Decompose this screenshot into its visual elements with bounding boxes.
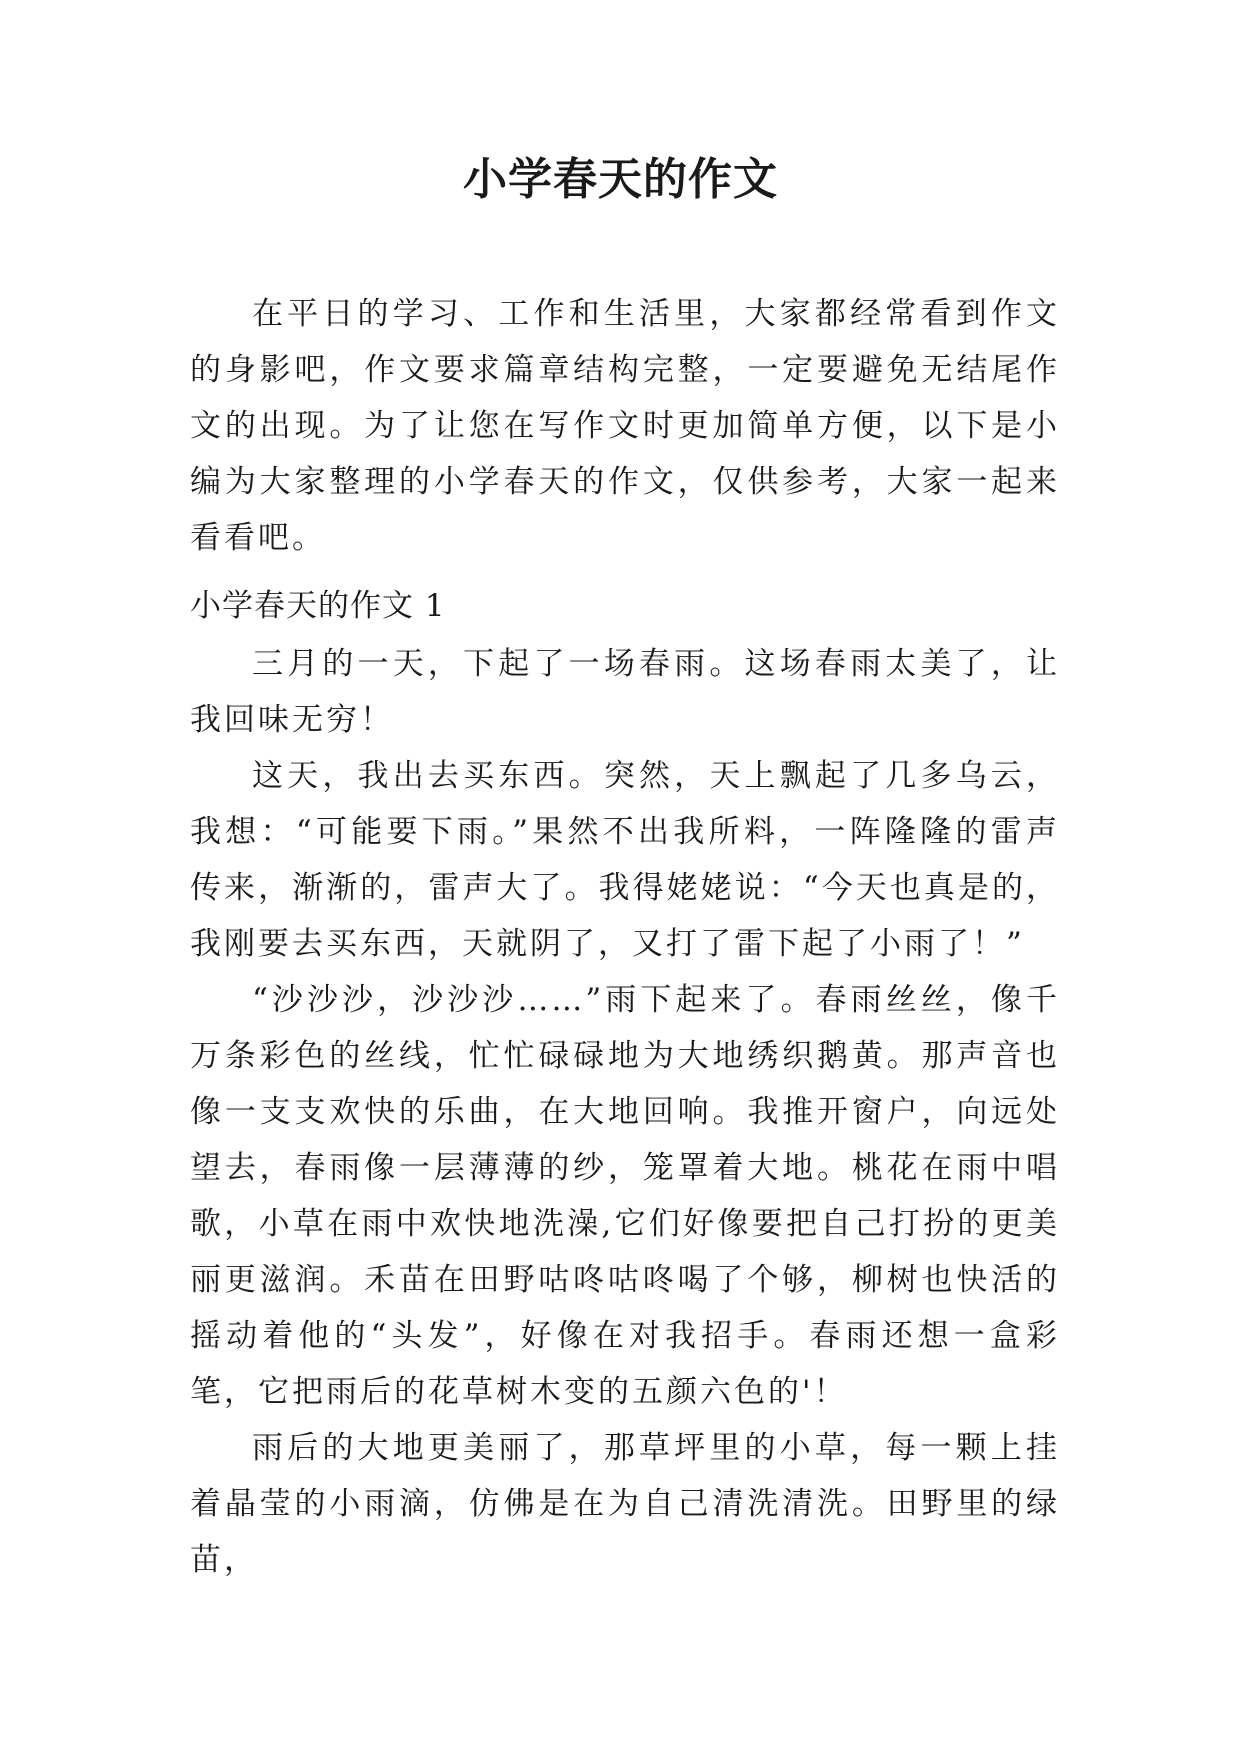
document-title: 小学春天的作文 bbox=[463, 154, 778, 205]
intro-paragraph: 在平日的学习、工作和生活里，大家都经常看到作文的身影吧，作文要求篇章结构完整，一定要避免无结尾作文的出现。为了让您在写作文时更加简单方便，以下是小编为大家整理的小学春天的作文，仅供参考，大家一起来看看吧。 bbox=[190, 296, 1060, 556]
essay-paragraph: 三月的一天，下起了一场春雨。这场春雨太美了，让我回味无穷！ bbox=[190, 646, 1060, 738]
essay-paragraph: 雨后的大地更美丽了，那草坪里的小草，每一颗上挂着晶莹的小雨滴，仿佛是在为自己清洗清洗。田野里的绿苗， bbox=[190, 1430, 1060, 1578]
essay-body bbox=[190, 636, 1060, 1588]
section-heading: 小学春天的作文 1 bbox=[190, 588, 446, 624]
essay-paragraph: “沙沙沙，沙沙沙……”雨下起来了。春雨丝丝，像千万条彩色的丝线，忙忙碌碌地为大地绣织鹅黄。那声音也像一支支欢快的乐曲，在大地回响。我推开窗户，向远处望去，春雨像一层薄薄的纱，笼罩着大地。桃花在雨中唱歌，小草在雨中欢快地洗澡,它们好像要把自己打扮的更美丽更滋润。禾苗在田野咕咚咕咚喝了个够，柳树也快活的摇动着他的“头发”，好像在对我招手。春雨还想一盒彩笔，它把雨后的花草树木变的五颜六色的'！ bbox=[190, 982, 1060, 1410]
essay-paragraph: 这天，我出去买东西。突然，天上飘起了几多乌云，我想：“可能要下雨。”果然不出我所料，一阵隆隆的雷声传来，渐渐的，雷声大了。我得姥姥说：“今天也真是的，我刚要去买东西，天就阴了，又打了雷下起了小雨了！” bbox=[190, 758, 1060, 962]
